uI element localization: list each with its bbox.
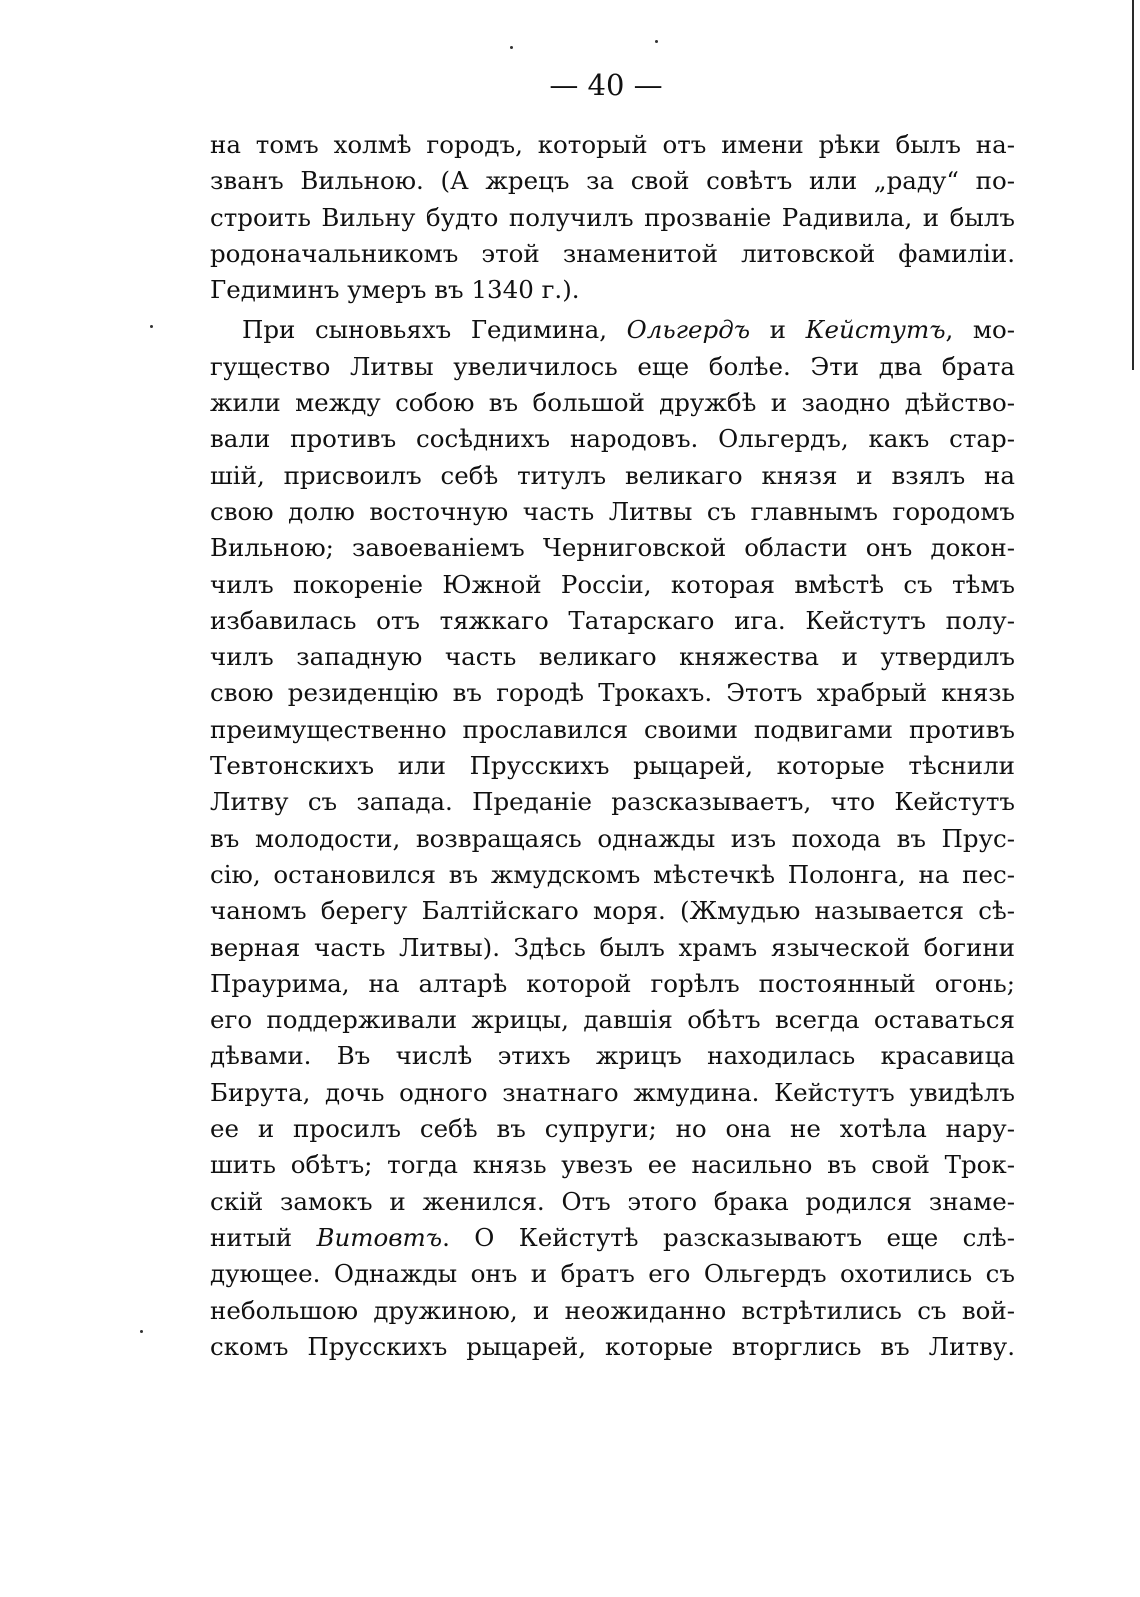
text-line: чаномъ берегу Балтійскаго моря. (Жмудью называется сѣ- (210, 896, 1015, 926)
text-line: избавилась отъ тяжкаго Татарскаго ига. Кейстутъ полу- (210, 605, 1015, 635)
page-body (210, 127, 1015, 1365)
text-line: верная часть Литвы). Здѣсь былъ храмъ языческой богини (210, 932, 1015, 962)
text-line: Вильною; завоеваніемъ Черниговской области онъ докон- (210, 533, 1015, 563)
text-line: Литву съ запада. Преданіе разсказываетъ, что Кейстутъ (210, 787, 1015, 817)
text-line: нитый Витовтъ. О Кейстутѣ разсказываютъ еще слѣ- (210, 1222, 1015, 1252)
name-vitovt: Витовтъ (316, 1222, 443, 1252)
text-line: дѣвами. Въ числѣ этихъ жрицъ находилась красавица (210, 1041, 1015, 1071)
page-number: — 40 — (549, 68, 663, 102)
name-keistut: Кейстутъ (805, 315, 946, 345)
text-line: небольшою дружиною, и неожиданно встрѣтились съ вой- (210, 1295, 1015, 1325)
text-line: свою резиденцію въ городѣ Трокахъ. Этотъ храбрый князь (210, 678, 1015, 708)
text-line: шить обѣтъ; тогда князь увезъ ее насильно въ свой Трок- (210, 1150, 1015, 1180)
text-line: гущество Литвы увеличилось еще болѣе. Эти два брата (210, 351, 1015, 381)
text-line-paragraph-start: При сыновьяхъ Гедимина, Ольгердъ и Кейстутъ, мо- (242, 315, 1015, 345)
scan-edge-line (1132, 0, 1134, 370)
text-line: родоначальникомъ этой знаменитой литовской фамиліи. (210, 238, 1015, 268)
text-line: дующее. Однажды онъ и братъ его Ольгердъ охотились съ (210, 1259, 1015, 1289)
text-line: скомъ Прусскихъ рыцарей, которые вторглись въ Литву. (210, 1331, 1015, 1361)
text-line: скій замокъ и женился. Отъ этого брака родился знаме- (210, 1186, 1015, 1216)
text-line: на томъ холмѣ городъ, который отъ имени рѣки былъ на- (210, 130, 1015, 159)
text-line: Бирута, дочь одного знатнаго жмудина. Кейстутъ увидѣлъ (210, 1077, 1015, 1107)
text-line: его поддерживали жрицы, давшія обѣтъ всегда оставаться (210, 1005, 1015, 1035)
name-olgerd: Ольгердъ (626, 315, 751, 345)
text-line: званъ Вильною. (А жрецъ за свой совѣтъ или „раду“ по- (210, 166, 1015, 196)
text-line: свою долю восточную часть Литвы съ главнымъ городомъ (210, 496, 1015, 526)
text-line: чилъ западную часть великаго княжества и утвердилъ (210, 642, 1015, 672)
scan-speck (655, 40, 658, 43)
text-line: въ молодости, возвращаясь однажды изъ похода въ Прус- (210, 823, 1015, 853)
text-line: жили между собою въ большой дружбѣ и заодно дѣйство- (210, 388, 1015, 418)
text-line: строить Вильну будто получилъ прозваніе Радивила, и былъ (210, 202, 1015, 232)
text-line: сію, остановился въ жмудскомъ мѣстечкѣ Полонга, на пес- (210, 859, 1015, 889)
text-line: вали противъ сосѣднихъ народовъ. Ольгердъ, какъ стар- (210, 424, 1015, 454)
text-line: Тевтонскихъ или Прусскихъ рыцарей, которые тѣснили (210, 751, 1015, 781)
text-line: Гедиминъ умеръ въ 1340 г.). (210, 275, 580, 305)
text-line: шій, присвоилъ себѣ титулъ великаго князя и взялъ на (210, 460, 1015, 490)
text-line: преимущественно прославился своими подвигами противъ (210, 714, 1015, 744)
text-line: чилъ покореніе Южной Россіи, которая вмѣстѣ съ тѣмъ (210, 569, 1015, 599)
scan-speck (140, 1330, 143, 1333)
scan-speck (510, 46, 513, 49)
text-line: Праурима, на алтарѣ которой горѣлъ постоянный огонь; (210, 968, 1015, 998)
scan-speck (150, 325, 153, 328)
text-line: ее и просилъ себѣ въ супруги; но она не хотѣла нару- (210, 1114, 1015, 1144)
